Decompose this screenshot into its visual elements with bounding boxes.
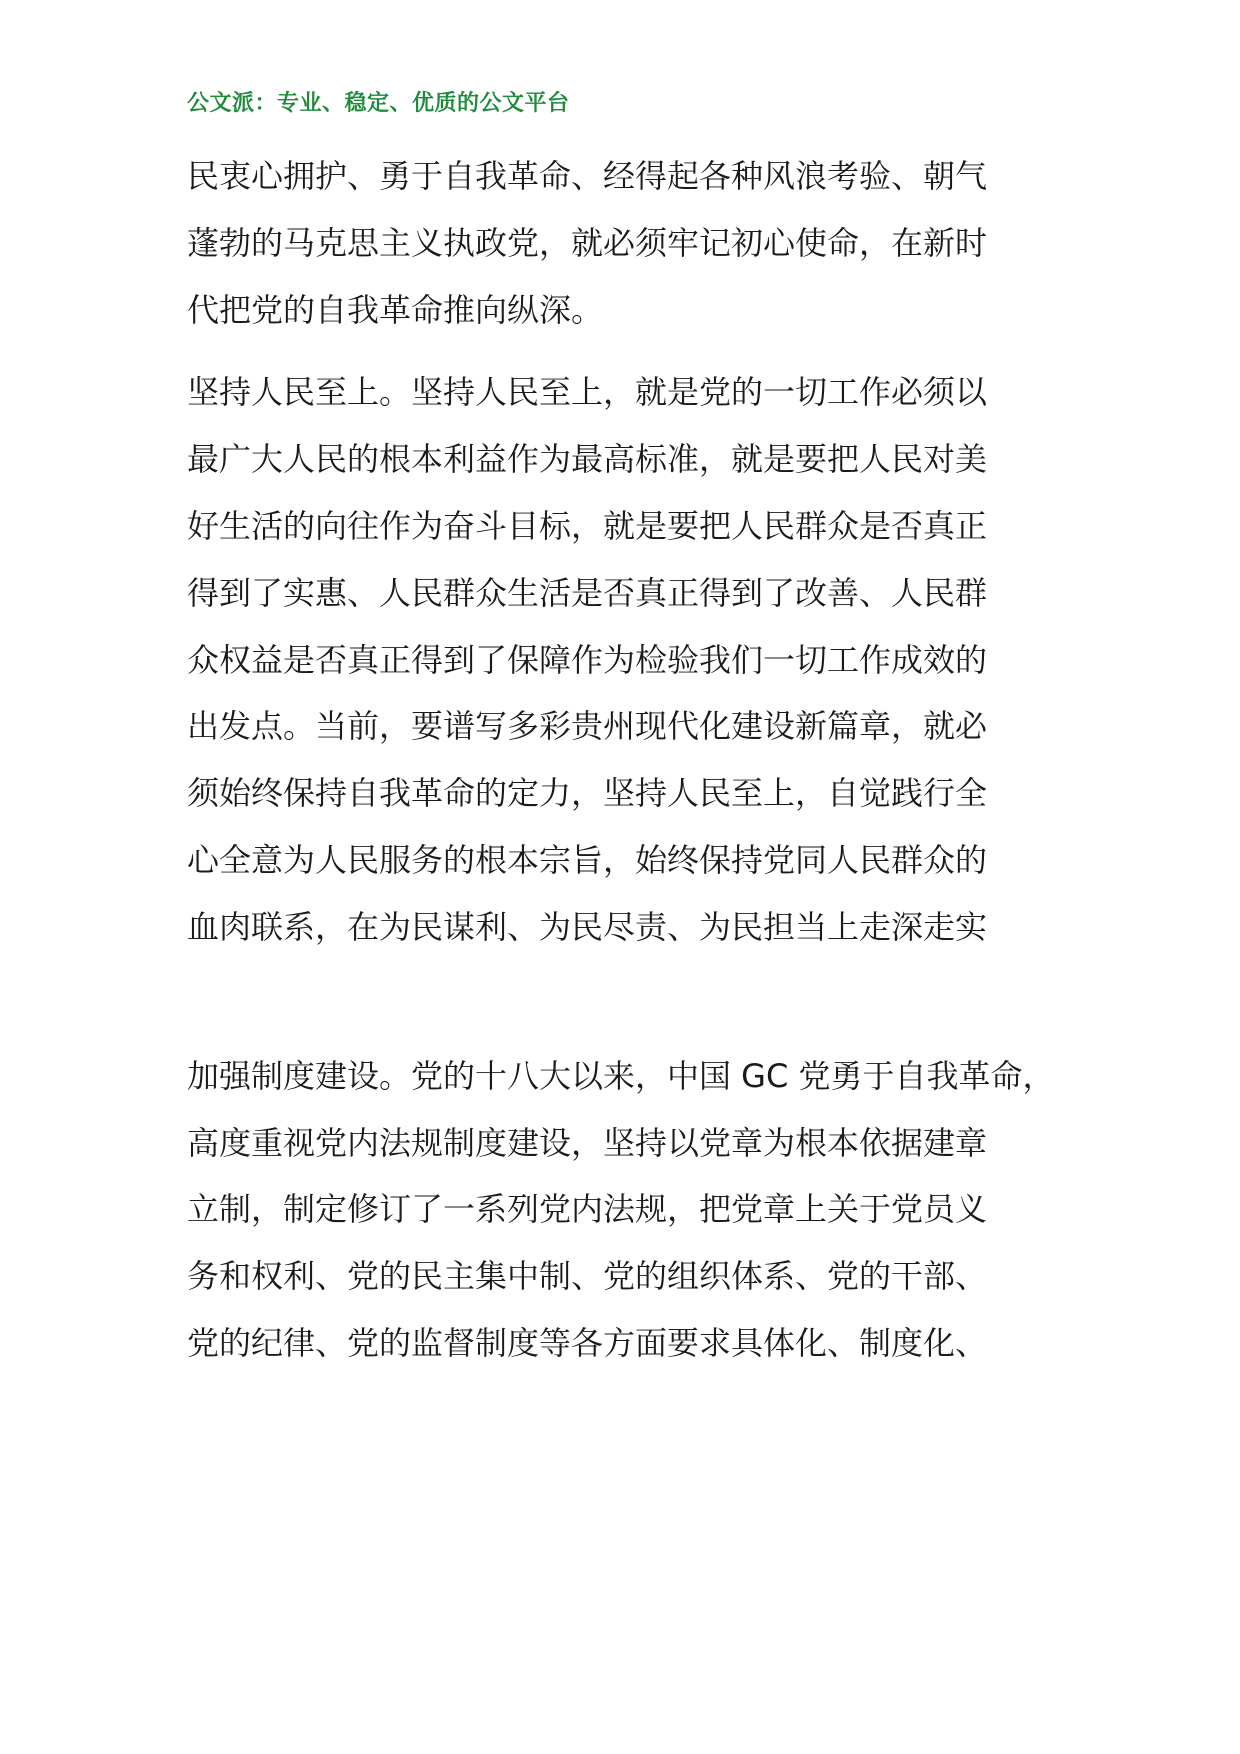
text-line: 好生活的向往作为奋斗目标，就是要把人民群众是否真正 [187, 507, 988, 545]
text-line: 须始终保持自我革命的定力，坚持人民至上，自觉践行全 [187, 774, 988, 812]
text-line: 出发点。当前，要谱写多彩贵州现代化建设新篇章，就必 [187, 707, 988, 745]
text-line: 血肉联系，在为民谋利、为民尽责、为民担当上走深走实 [187, 908, 988, 946]
text-line: 坚持人民至上。坚持人民至上，就是党的一切工作必须以 [187, 373, 988, 411]
text-line: 得到了实惠、人民群众生活是否真正得到了改善、人民群 [187, 574, 988, 612]
text-line: 蓬勃的马克思主义执政党，就必须牢记初心使命，在新时 [187, 224, 988, 262]
text-line: 最广大人民的根本利益作为最高标准，就是要把人民对美 [187, 440, 988, 478]
text-line: 高度重视党内法规制度建设，坚持以党章为根本依据建章 [187, 1124, 988, 1162]
text-line: 众权益是否真正得到了保障作为检验我们一切工作成效的 [187, 641, 988, 679]
text-line: 代把党的自我革命推向纵深。 [187, 291, 604, 329]
text-line: 心全意为人民服务的根本宗旨，始终保持党同人民群众的 [187, 841, 988, 879]
text-line: 民衷心拥护、勇于自我革命、经得起各种风浪考验、朝气 [187, 157, 988, 195]
site-header: 公文派：专业、稳定、优质的公文平台 [187, 91, 570, 116]
text-line: 党的纪律、党的监督制度等各方面要求具体化、制度化、 [187, 1324, 988, 1362]
text-line: 加强制度建设。党的十八大以来，中国 GC 党勇于自我革命， [187, 1057, 1055, 1095]
text-line: 立制，制定修订了一系列党内法规，把党章上关于党员义 [187, 1190, 988, 1228]
text-line: 务和权利、党的民主集中制、党的组织体系、党的干部、 [187, 1257, 988, 1295]
